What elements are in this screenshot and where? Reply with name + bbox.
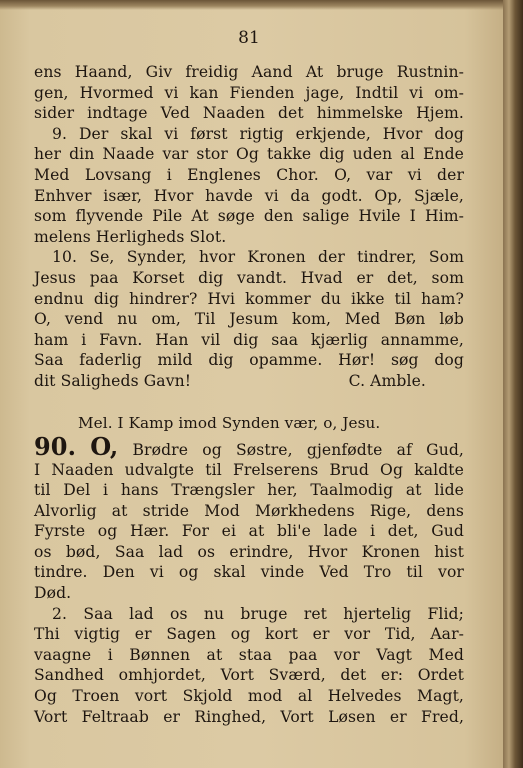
verse-9 (34, 124, 464, 248)
text-line: Fyrste og Hær. For ei at bli'e lade i det, Gud (34, 522, 464, 541)
verse-2 (34, 604, 464, 728)
text-line: O, vend nu om, Til Jesum kom, Med Bøn løb (34, 310, 464, 329)
text-line: ham i Favn. Han vil dig saa kjærlig annamme, (34, 330, 464, 349)
text-line: Enhver især, Hvor havde vi da godt. Op, Sjæle, (34, 186, 464, 205)
text-line: tindre. Den vi og skal vinde Ved Tro til vor (34, 563, 464, 582)
author-signature: C. Amble. (348, 371, 426, 390)
hymn-90 (34, 431, 464, 604)
melody-line: Mel. I Kamp imod Synden vær, o, Jesu. (78, 413, 381, 432)
page-number: 81 (238, 28, 260, 48)
text-line: Jesus paa Korset dig vandt. Hvad er det, som (34, 268, 464, 287)
text-line: 9. Der skal vi først rigtig erkjende, Hvor dog (52, 124, 464, 143)
text-line: Thi vigtig er Sagen og kort er vor Tid, Aar- (34, 625, 464, 644)
text-line: melens Herligheds Slot. (34, 227, 227, 246)
page-top-edge (0, 0, 505, 10)
page-text (34, 26, 464, 727)
text-line: vaagne i Bønnen at staa paa vor Vagt Med (34, 645, 464, 664)
text-line: I Naaden udvalgte til Frelserens Brud Og kaldte (34, 460, 464, 479)
text-line: endnu dig hindrer? Hvi kommer du ikke til ham? (34, 289, 464, 308)
text-line: Sandhed omhjordet, Vort Sværd, det er: Ordet (34, 666, 464, 685)
text-line: Med Lovsang i Englenes Chor. O, var vi der (34, 165, 464, 184)
book-spine (503, 0, 523, 768)
text-line: Vort Feltraab er Ringhed, Vort Løsen er Fred, (34, 707, 464, 726)
verse-continuation (34, 62, 464, 124)
text-line: her din Naade var stor Og takke dig uden al Ende (34, 145, 464, 164)
text-line: gen, Hvormed vi kan Fienden jage, Indtil vi om- (34, 83, 464, 102)
section-gap (34, 392, 464, 412)
text-line: Og Troen vort Skjold mod al Helvedes Magt, (34, 687, 464, 706)
hymn-number: 90. (34, 431, 77, 461)
text-line: Død. (34, 584, 72, 603)
text-line: ens Haand, Giv freidig Aand At bruge Rustnin- (34, 63, 464, 81)
text-line: Saa faderlig mild dig opamme. Hør! søg dog (34, 351, 464, 370)
text-line: sider indtage Ved Naaden det himmelske Hjem. (34, 104, 464, 123)
hymn-first-line (34, 431, 464, 461)
text-line: 2. Saa lad os nu bruge ret hjertelig Flid; (52, 604, 464, 623)
text-line: os bød, Saa lad os erindre, Hvor Kronen hist (34, 542, 464, 561)
verse-last-words: dit Saligheds Gavn! (34, 371, 192, 390)
hymn-first-text: Brødre og Søstre, gjenfødte af Gud, (132, 440, 464, 459)
text-line: til Del i hans Trængsler her, Taalmodig at lide (34, 481, 464, 500)
verse-10 (34, 247, 464, 391)
text-line: 10. Se, Synder, hvor Kronen der tindrer, Som (52, 248, 464, 267)
text-line: som flyvende Pile At søge den salige Hvile I Him- (34, 207, 464, 226)
text-line: Alvorlig at stride Mod Mørkhedens Rige, dens (34, 501, 464, 520)
text-line (34, 371, 464, 392)
hymn-initial: O, (90, 431, 119, 461)
